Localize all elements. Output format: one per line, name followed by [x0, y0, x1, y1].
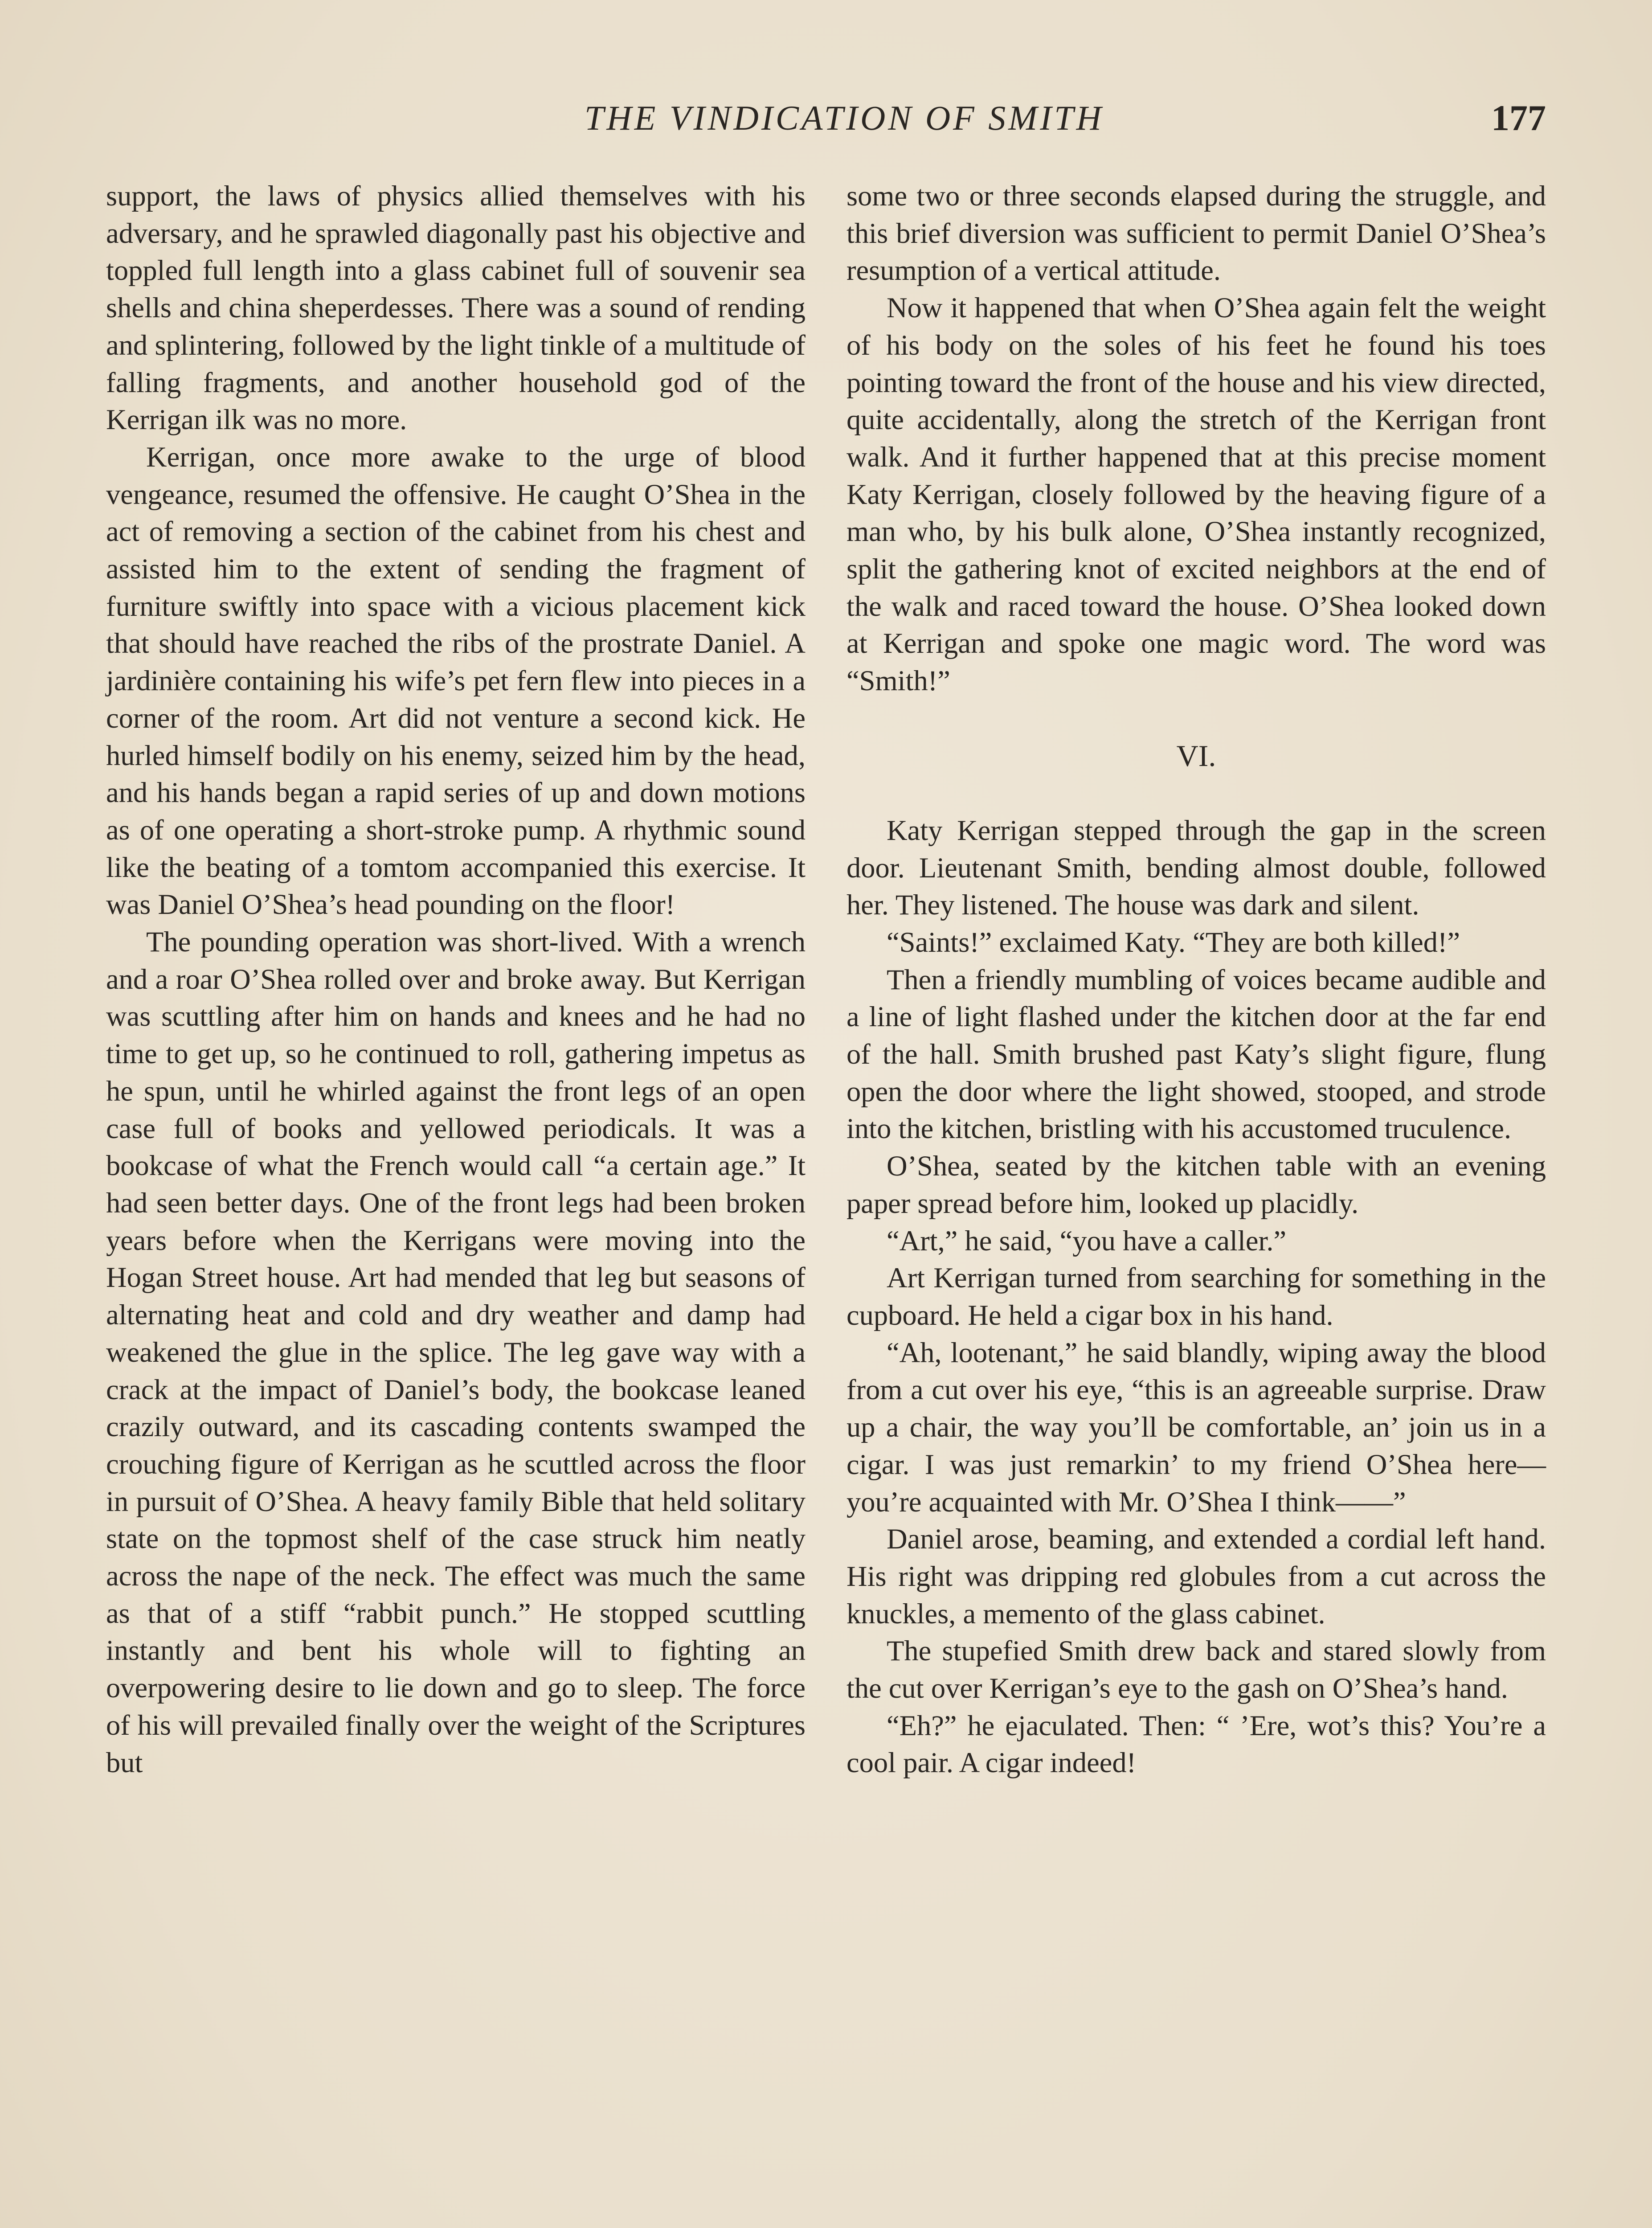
paragraph: Now it happened that when O’Shea again felt the weight of his body on the soles of his feet he found his toes pointing toward the front of the house and his view directed, quite accidentally, along the stretch of the Kerrigan front walk. And it further happened that at this precise moment Katy Kerrigan, closely followed by the heaving figure of a man who, by his bulk alone, O’Shea instantly recognized, split the gathering knot of excited neighbors at the end of the walk and raced toward the house. O’Shea looked down at Kerrigan and spoke one magic word. The word was “Smith!”: [846, 292, 1546, 697]
paragraph: “Eh?” he ejaculated. Then: “ ’Ere, wot’s this? You’re a cool pair. A cigar indeed!: [846, 1709, 1546, 1779]
paragraph: O’Shea, seated by the kitchen table with an evening paper spread before him, looked up placidly.: [846, 1150, 1546, 1219]
paragraph: Daniel arose, beaming, and extended a cordial left hand. His right was dripping red globules from a cut across the knuckles, a memento of the glass cabinet.: [846, 1523, 1546, 1630]
right-column: [846, 177, 1546, 1782]
paragraph: “Saints!” exclaimed Katy. “They are both killed!”: [887, 926, 1460, 958]
paragraph: The pounding operation was short-lived. With a wrench and a roar O’Shea rolled over and broke away. But Kerrigan was scuttling after him on hands and knees and he had no time to get up, so he continued to roll, gathering impetus as he spun, until he whirled against the front legs of an open case full of books and yellowed periodicals. It was a bookcase of what the French would call “a certain age.” It had seen better days. One of the front legs had been broken years before when the Kerrigans were moving into the Hogan Street house. Art had mended that leg but seasons of alternating heat and cold and dry weather and damp had weakened the glue in the splice. The leg gave way with a crack at the impact of Daniel’s body, the bookcase leaned crazily outward, and its cascading contents swamped the crouching figure of Kerrigan as he scuttled across the floor in pursuit of O’Shea. A heavy family Bible that held solitary state on the topmost shelf of the case struck him neatly across the nape of the neck. The effect was much the same as that of a stiff “rabbit punch.” He stopped scuttling instantly and bent his whole will to fighting an overpowering desire to lie down and go to sleep. The force of his will prevailed finally over the weight of the Scriptures but: [106, 926, 806, 1778]
running-title: THE VINDICATION OF SMITH: [585, 98, 1104, 137]
paragraph: Then a friendly mumbling of voices became audible and a line of light flashed under the kitchen door at the far end of the hall. Smith brushed past Katy’s slight figure, flung open the door where the light showed, stooped, and strode into the kitchen, bristling with his accustomed truculence.: [846, 963, 1546, 1145]
page-header: [107, 94, 1546, 143]
text-columns: [106, 177, 1546, 2228]
paragraph: Kerrigan, once more awake to the urge of blood vengeance, resumed the offensive. He caught O’Shea in the act of removing a section of the cabinet from his chest and assisted him to the extent of sending the fragment of furniture swiftly into space with a vicious placement kick that should have reached the ribs of the prostrate Daniel. A jardinière containing his wife’s pet fern flew into pieces in a corner of the room. Art did not venture a second kick. He hurled himself bodily on his enemy, seized him by the head, and his hands began a rapid series of up and down motions as of one operating a short-stroke pump. A rhythmic sound like the beating of a tomtom accompanied this exercise. It was Daniel O’Shea’s head pounding on the floor!: [106, 441, 806, 921]
paragraph: Art Kerrigan turned from searching for something in the cupboard. He held a cigar box in his hand.: [846, 1262, 1546, 1331]
page-number: 177: [1491, 98, 1546, 138]
section-heading: VI.: [1176, 738, 1216, 773]
paragraph: “Ah, lootenant,” he said blandly, wiping away the blood from a cut over his eye, “this is an agreeable surprise. Draw up a chair, the way you’ll be comfortable, an’ join us in a cigar. I was just remarkin’ to my friend O’Shea here—you’re acquainted with Mr. O’Shea I think——”: [846, 1336, 1546, 1518]
paragraph: Katy Kerrigan stepped through the gap in the screen door. Lieutenant Smith, bending almost double, followed her. They listened. The house was dark and silent.: [846, 814, 1546, 921]
paragraph: “Art,” he said, “you have a caller.”: [887, 1225, 1287, 1257]
paragraph: The stupefied Smith drew back and stared slowly from the cut over Kerrigan’s eye to the gash on O’Shea’s hand.: [846, 1635, 1546, 1704]
left-column: [106, 177, 806, 1781]
paragraph: some two or three seconds elapsed during the struggle, and this brief diversion was sufficient to permit Daniel O’Shea’s resumption of a vertical attitude.: [846, 180, 1546, 287]
paragraph: support, the laws of physics allied themselves with his adversary, and he sprawled diagonally past his objective and toppled full length into a glass cabinet full of souvenir sea shells and china sheperdesses. There was a sound of rending and splintering, followed by the light tinkle of a multitude of falling fragments, and another household god of the Kerrigan ilk was no more.: [106, 180, 806, 436]
